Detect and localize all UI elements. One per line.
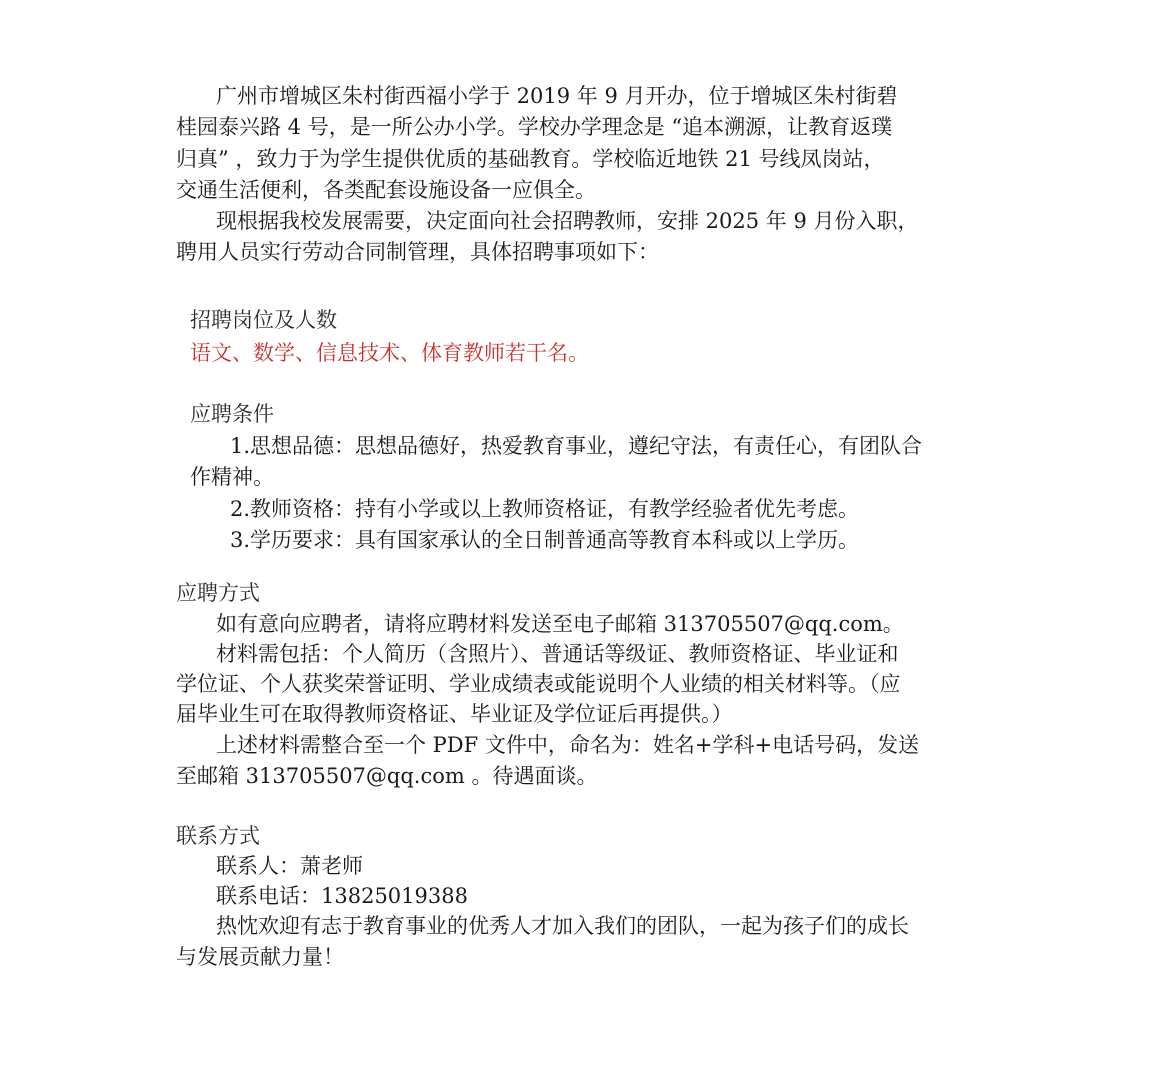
intro-paragraph-line: 广州市增城区朱村街西福小学于 2019 年 9 月开办，位于增城区朱村街碧 bbox=[216, 84, 898, 108]
method-materials-line: 学位证、个人获奖荣誉证明、学业成绩表或能说明个人业绩的相关材料等。（应 bbox=[176, 672, 901, 696]
method-materials-line: 届毕业生可在取得教师资格证、毕业证及学位证后再提供。） bbox=[176, 702, 733, 726]
positions-heading: 招聘岗位及人数 bbox=[190, 308, 337, 332]
method-pdf-line: 上述材料需整合至一个 PDF 文件中，命名为：姓名+学科+电话号码，发送 bbox=[216, 733, 920, 757]
positions-text: 语文、数学、信息技术、体育教师若干名。 bbox=[190, 341, 589, 365]
requirement-item-3: 3.学历要求：具有国家承认的全日制普通高等教育本科或以上学历。 bbox=[230, 528, 860, 552]
intro-paragraph-line: 聘用人员实行劳动合同制管理，具体招聘事项如下： bbox=[176, 240, 659, 264]
closing-line: 热忱欢迎有志于教育事业的优秀人才加入我们的团队，一起为孩子们的成长 bbox=[216, 914, 909, 938]
method-pdf-line: 至邮箱 313705507@qq.com 。待遇面谈。 bbox=[176, 764, 598, 788]
contact-person: 联系人：萧老师 bbox=[216, 854, 363, 878]
method-heading: 应聘方式 bbox=[176, 581, 260, 605]
requirement-item-1: 1.思想品德：思想品德好，热爱教育事业，遵纪守法，有责任心，有团队合 bbox=[230, 434, 923, 458]
intro-paragraph-line: 归真” ，致力于为学生提供优质的基础教育。学校临近地铁 21 号线凤岗站， bbox=[176, 147, 885, 171]
requirements-heading: 应聘条件 bbox=[190, 402, 274, 426]
requirement-item-1-cont: 作精神。 bbox=[190, 465, 274, 489]
contact-phone: 联系电话：13825019388 bbox=[216, 884, 468, 908]
method-materials-line: 材料需包括：个人简历（含照片）、普通话等级证、教师资格证、毕业证和 bbox=[216, 642, 899, 666]
intro-paragraph-line: 交通生活便利，各类配套设施设备一应俱全。 bbox=[176, 178, 596, 202]
intro-paragraph-line: 现根据我校发展需要，决定面向社会招聘教师，安排 2025 年 9 月份入职， bbox=[216, 209, 919, 233]
intro-paragraph-line: 桂园泰兴路 4 号，是一所公办小学。学校办学理念是 “追本溯源，让教育返璞 bbox=[176, 115, 893, 139]
contact-heading: 联系方式 bbox=[176, 824, 260, 848]
requirement-item-2: 2.教师资格：持有小学或以上教师资格证，有教学经验者优先考虑。 bbox=[230, 497, 860, 521]
method-email-line: 如有意向应聘者，请将应聘材料发送至电子邮箱 313705507@qq.com。 bbox=[216, 612, 904, 636]
closing-line: 与发展贡献力量！ bbox=[176, 945, 344, 969]
